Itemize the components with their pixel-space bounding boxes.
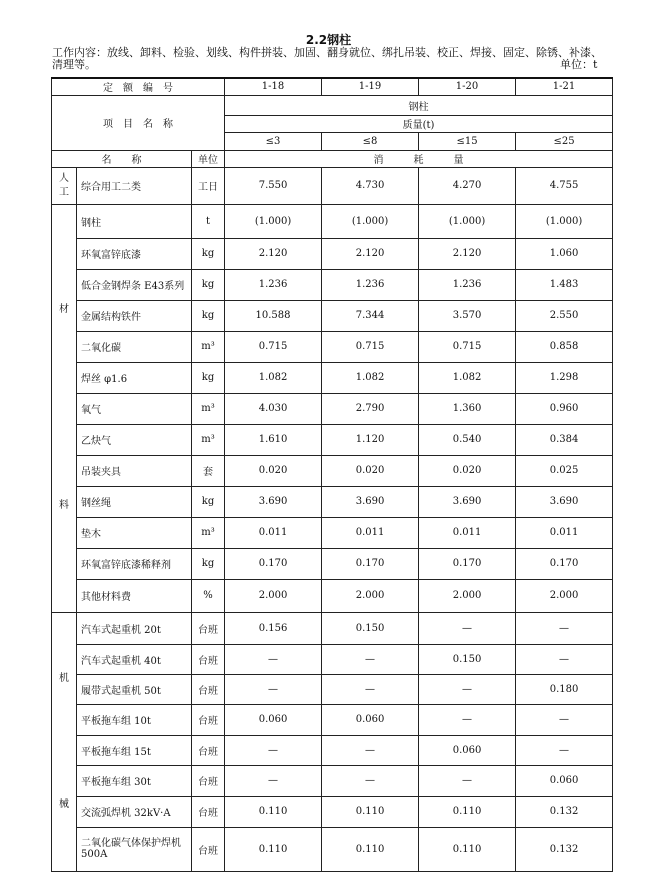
value-cell: 0.110 (322, 827, 419, 871)
range-cell: ≤3 (225, 132, 322, 150)
item-name: 环氧富锌底漆稀释剂 (77, 548, 192, 579)
item-name: 平板拖车组 15t (77, 735, 192, 765)
group-header: 钢柱 (225, 95, 613, 115)
value-cell: — (225, 735, 322, 765)
table-row (52, 486, 613, 517)
item-unit: % (192, 579, 225, 612)
item-name: 焊丝 φ1.6 (77, 362, 192, 393)
work-content: 工作内容：放线、卸料、检验、划线、构件拼装、加固、翻身就位、绑扎吊装、校正、焊接、固定、除锈、补漆、清理等。 (52, 46, 602, 71)
value-cell: 0.110 (419, 796, 516, 827)
value-cell: — (516, 644, 613, 674)
category-cell (52, 204, 77, 612)
item-unit: 台班 (192, 735, 225, 765)
subgroup-header: 质量(t) (225, 115, 613, 132)
quota-code: 1-21 (516, 78, 613, 95)
quota-table (51, 77, 613, 872)
value-cell: 1.082 (322, 362, 419, 393)
item-name: 二氧化碳 (77, 331, 192, 362)
item-unit: kg (192, 238, 225, 269)
value-cell: 3.690 (225, 486, 322, 517)
value-cell: 2.000 (322, 579, 419, 612)
value-cell: 0.060 (516, 765, 613, 796)
item-name: 钢柱 (77, 204, 192, 238)
item-unit: 工日 (192, 167, 225, 204)
value-cell: 0.170 (516, 548, 613, 579)
table-row (52, 238, 613, 269)
table-row (52, 735, 613, 765)
value-cell: 2.120 (225, 238, 322, 269)
item-unit: 台班 (192, 674, 225, 704)
value-cell: 10.588 (225, 300, 322, 331)
value-cell: 1.120 (322, 424, 419, 455)
value-cell: 0.170 (419, 548, 516, 579)
item-unit: kg (192, 486, 225, 517)
value-cell: 0.011 (322, 517, 419, 548)
name-column-header: 名 称 (52, 150, 192, 167)
table-row (52, 704, 613, 735)
value-cell: 0.020 (322, 455, 419, 486)
category-char: 械 (59, 798, 69, 810)
value-cell: 1.360 (419, 393, 516, 424)
item-name: 履带式起重机 50t (77, 674, 192, 704)
table-row (52, 644, 613, 674)
quota-code: 1-20 (419, 78, 516, 95)
item-unit: kg (192, 548, 225, 579)
item-unit: 台班 (192, 612, 225, 644)
category-char: 机 (59, 672, 69, 684)
value-cell: 7.550 (225, 167, 322, 204)
value-cell: 1.236 (225, 269, 322, 300)
value-cell: (1.000) (225, 204, 322, 238)
value-cell: 0.132 (516, 796, 613, 827)
value-cell: 1.483 (516, 269, 613, 300)
value-cell: 0.060 (225, 704, 322, 735)
table-row (52, 612, 613, 644)
value-cell: — (322, 765, 419, 796)
value-cell: 0.110 (225, 827, 322, 871)
value-cell: (1.000) (516, 204, 613, 238)
table-row (52, 674, 613, 704)
value-cell: 4.030 (225, 393, 322, 424)
value-cell: 1.298 (516, 362, 613, 393)
quota-code: 1-19 (322, 78, 419, 95)
unit-column-header: 单位 (192, 150, 225, 167)
item-unit: kg (192, 300, 225, 331)
value-cell: 4.755 (516, 167, 613, 204)
value-cell: 0.156 (225, 612, 322, 644)
value-cell: — (516, 704, 613, 735)
table-row (52, 167, 613, 204)
value-cell: 0.384 (516, 424, 613, 455)
table-row (52, 548, 613, 579)
value-cell: — (516, 612, 613, 644)
category-char: 工 (59, 186, 69, 198)
item-name: 钢丝绳 (77, 486, 192, 517)
value-cell: 2.550 (516, 300, 613, 331)
table-row (52, 393, 613, 424)
value-cell: 0.025 (516, 455, 613, 486)
value-cell: 0.858 (516, 331, 613, 362)
value-cell: — (322, 674, 419, 704)
page-title: 2.2钢柱 (305, 33, 352, 47)
item-name: 汽车式起重机 40t (77, 644, 192, 674)
value-cell: 0.020 (225, 455, 322, 486)
value-cell: 2.120 (322, 238, 419, 269)
value-cell: 0.540 (419, 424, 516, 455)
item-unit: m³ (192, 424, 225, 455)
item-name: 吊装夹具 (77, 455, 192, 486)
table-row (52, 300, 613, 331)
value-cell: 7.344 (322, 300, 419, 331)
item-name: 平板拖车组 10t (77, 704, 192, 735)
item-name: 氧气 (77, 393, 192, 424)
table-row (52, 455, 613, 486)
value-cell: (1.000) (322, 204, 419, 238)
value-cell: 0.060 (419, 735, 516, 765)
value-cell: (1.000) (419, 204, 516, 238)
value-cell: 0.020 (419, 455, 516, 486)
value-cell: — (322, 735, 419, 765)
value-cell: 0.715 (225, 331, 322, 362)
category-char: 人 (59, 172, 69, 184)
table-row (52, 827, 613, 871)
table-row (52, 362, 613, 393)
value-cell: 3.570 (419, 300, 516, 331)
value-cell: 0.715 (419, 331, 516, 362)
range-cell: ≤15 (419, 132, 516, 150)
value-cell: 0.110 (322, 796, 419, 827)
value-cell: 3.690 (516, 486, 613, 517)
item-name: 乙炔气 (77, 424, 192, 455)
value-cell: 0.011 (516, 517, 613, 548)
item-unit: 台班 (192, 827, 225, 871)
table-row (52, 765, 613, 796)
item-unit: t (192, 204, 225, 238)
item-name: 环氧富锌底漆 (77, 238, 192, 269)
value-cell: 0.110 (225, 796, 322, 827)
value-cell: 0.170 (322, 548, 419, 579)
range-cell: ≤25 (516, 132, 613, 150)
item-unit: m³ (192, 517, 225, 548)
value-cell: 2.000 (225, 579, 322, 612)
item-name: 低合金钢焊条 E43系列 (77, 269, 192, 300)
item-name: 金属结构铁件 (77, 300, 192, 331)
value-cell: 0.150 (322, 612, 419, 644)
item-unit: 台班 (192, 704, 225, 735)
consumption-header: 消 耗 量 (225, 150, 613, 167)
value-cell: — (225, 674, 322, 704)
value-cell: 0.132 (516, 827, 613, 871)
unit-label: 单位：t (560, 58, 598, 71)
item-unit: m³ (192, 331, 225, 362)
category-char: 材 (59, 304, 69, 315)
item-unit: m³ (192, 393, 225, 424)
item-name: 平板拖车组 30t (77, 765, 192, 796)
table-row (52, 331, 613, 362)
value-cell: 0.150 (419, 644, 516, 674)
value-cell: 1.236 (322, 269, 419, 300)
item-name: 汽车式起重机 20t (77, 612, 192, 644)
item-unit: 台班 (192, 644, 225, 674)
value-cell: 1.236 (419, 269, 516, 300)
item-unit: kg (192, 269, 225, 300)
quota-no-label: 定 额 编 号 (52, 78, 225, 95)
table-row (52, 796, 613, 827)
item-unit: 台班 (192, 765, 225, 796)
value-cell: 2.000 (419, 579, 516, 612)
table-row (52, 204, 613, 238)
value-cell: 2.790 (322, 393, 419, 424)
value-cell: — (419, 674, 516, 704)
value-cell: 2.000 (516, 579, 613, 612)
item-unit: 套 (192, 455, 225, 486)
value-cell: — (419, 765, 516, 796)
value-cell: 2.120 (419, 238, 516, 269)
value-cell: — (419, 612, 516, 644)
value-cell: 3.690 (419, 486, 516, 517)
quota-code: 1-18 (225, 78, 322, 95)
table-row (52, 517, 613, 548)
item-unit: 台班 (192, 796, 225, 827)
value-cell: 1.082 (225, 362, 322, 393)
value-cell: 4.270 (419, 167, 516, 204)
value-cell: — (516, 735, 613, 765)
value-cell: 0.011 (419, 517, 516, 548)
value-cell: — (225, 644, 322, 674)
item-name: 交流弧焊机 32kV·A (77, 796, 192, 827)
value-cell: 0.011 (225, 517, 322, 548)
value-cell: 1.082 (419, 362, 516, 393)
table-row (52, 579, 613, 612)
table-row (52, 424, 613, 455)
value-cell: 4.730 (322, 167, 419, 204)
item-name: 二氧化碳气体保护焊机 500A (77, 827, 192, 871)
item-name: 其他材料费 (77, 579, 192, 612)
value-cell: 1.060 (516, 238, 613, 269)
item-unit: kg (192, 362, 225, 393)
value-cell: 3.690 (322, 486, 419, 517)
value-cell: — (322, 644, 419, 674)
table-row (52, 269, 613, 300)
category-cell (52, 612, 77, 871)
range-cell: ≤8 (322, 132, 419, 150)
category-cell (52, 167, 77, 204)
value-cell: 0.170 (225, 548, 322, 579)
value-cell: — (419, 704, 516, 735)
value-cell: 0.060 (322, 704, 419, 735)
value-cell: 1.610 (225, 424, 322, 455)
item-label: 项 目 名 称 (52, 95, 225, 150)
value-cell: — (225, 765, 322, 796)
value-cell: 0.960 (516, 393, 613, 424)
category-char: 料 (59, 500, 69, 511)
item-name: 垫木 (77, 517, 192, 548)
value-cell: 0.715 (322, 331, 419, 362)
value-cell: 0.180 (516, 674, 613, 704)
item-name: 综合用工二类 (77, 167, 192, 204)
value-cell: 0.110 (419, 827, 516, 871)
